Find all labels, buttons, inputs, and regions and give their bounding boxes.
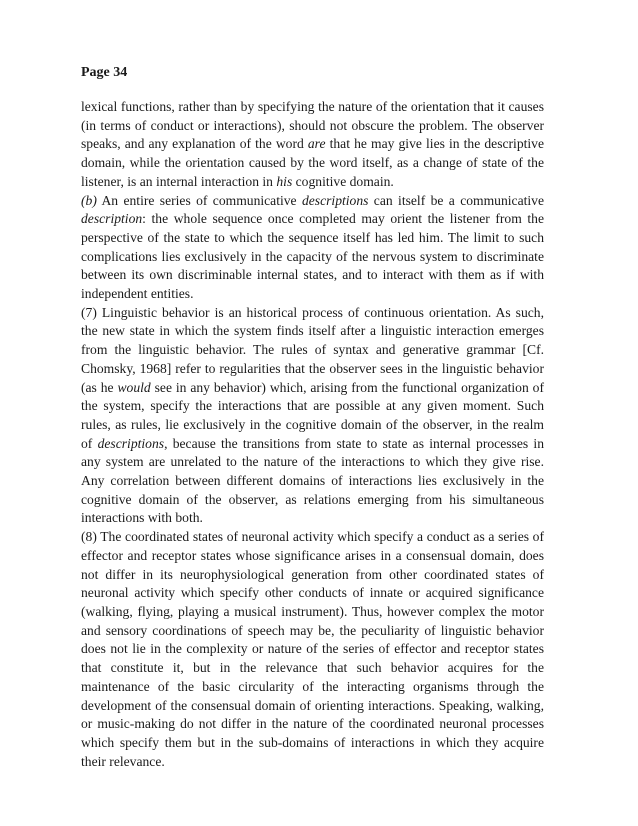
- italic-text-run: (b): [81, 192, 97, 208]
- document-page: [81, 64, 544, 771]
- italic-text-run: description: [81, 211, 143, 227]
- text-run: : the whole sequence once completed may orient the listener from the perspective of the state to which the sequence itself has led him. The limit to such complications lies exclusively in the capacity of the nervous system to discriminate between its own discriminable internal states, and to interact with them as if with independent entities.: [81, 211, 544, 302]
- page-number-label: Page 34: [81, 65, 128, 80]
- text-run: see in any behavior) which, arising from the functional organization of the system, specify the interactions that are possible at any given moment. Such rules, as rules, lie exclusively in the cognitive domain of the observer, in the realm of: [81, 379, 544, 451]
- italic-text-run: are: [307, 136, 326, 152]
- text-run: An entire series of communicative: [96, 192, 302, 208]
- italic-text-run: descriptions: [301, 192, 369, 208]
- text-run: lexical functions, rather than by specifying the nature of the orientation that it causes (in terms of conduct or interactions), should not obscure the problem. The observer speaks, and any explanation of the word: [81, 99, 544, 152]
- text-run: can itself be a communicative: [368, 192, 544, 208]
- text-run: (7) Linguistic behavior is an historical process of continuous orientation. As such, the new state in which the system finds itself after a linguistic interaction emerges from the linguistic behavior. The rules of syntax and generative grammar [Cf. Chomsky, 1968] refer to regularities that the observer sees in the linguistic behavior (as he: [81, 304, 544, 395]
- text-run: that he may give lies in the descriptive domain, while the orientation caused by the word itself, as a change of state of the listener, is an internal interaction in: [81, 136, 544, 189]
- paragraph-7-linguistic-behavior: [81, 304, 544, 528]
- italic-text-run: would: [117, 379, 151, 395]
- paragraph-lexical-functions: [81, 98, 544, 192]
- document-body: [81, 98, 544, 771]
- text-run: , because the transitions from state to state as internal processes in any system are unrelated to the nature of the interactions to which they give rise. Any correlation between different domains of interactions lies exclusively in the cognitive domain of the observer, as relations emerging from his simultaneous interactions with both.: [81, 435, 544, 526]
- italic-text-run: his: [276, 173, 293, 189]
- text-run: (8) The coordinated states of neuronal activity which specify a conduct as a series of effector and receptor states whose significance arises in a consensual domain, does not differ in its neurophysiological generation from other coordinated states of neuronal activity which specify other conducts of innate or acquired significance (walking, flying, playing a musical instrument). Thus, however complex the motor and sensory coordinations of speech may be, the peculiarity of linguistic behavior does not lie in the complexity or nature of the series of effector and receptor states that constitute it, but in the relevance that such behavior acquires for the maintenance of the basic circularity of the interacting organisms through the development of the consensual domain of orienting interactions. Speaking, walking, or music-making do not differ in the nature of the coordinated neuronal processes which specify them but in the sub-domains of interactions in which they acquire their relevance.: [81, 529, 544, 769]
- italic-text-run: descriptions: [97, 435, 165, 451]
- text-run: cognitive domain.: [292, 173, 394, 189]
- paragraph-b-descriptions: [81, 192, 544, 304]
- paragraph-8-neuronal-activity: [81, 528, 544, 771]
